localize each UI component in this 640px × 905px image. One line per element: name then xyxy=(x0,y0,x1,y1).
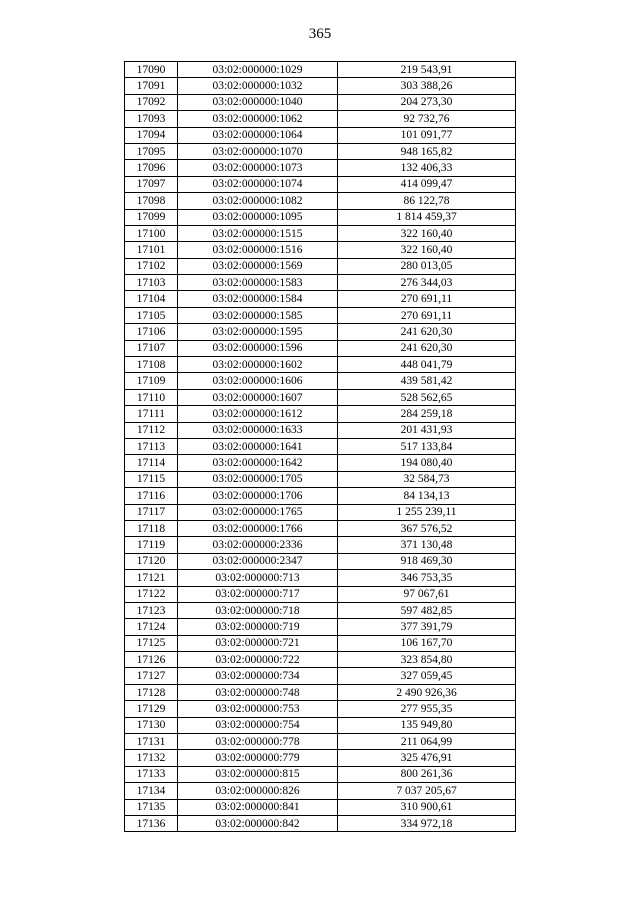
cadastral-value-cell: 219 543,91 xyxy=(338,62,516,78)
row-number-cell: 17108 xyxy=(125,357,178,373)
cadastral-number-cell: 03:02:000000:1595 xyxy=(178,324,338,340)
table-row xyxy=(125,750,516,766)
cadastral-number-cell: 03:02:000000:1062 xyxy=(178,111,338,127)
cadastral-number-cell: 03:02:000000:1705 xyxy=(178,471,338,487)
row-number-cell: 17115 xyxy=(125,471,178,487)
cadastral-value-cell: 241 620,30 xyxy=(338,340,516,356)
cadastral-number-cell: 03:02:000000:1064 xyxy=(178,127,338,143)
table-row xyxy=(125,537,516,553)
table-row xyxy=(125,684,516,700)
row-number-cell: 17135 xyxy=(125,799,178,815)
table-row xyxy=(125,668,516,684)
cadastral-number-cell: 03:02:000000:721 xyxy=(178,635,338,651)
cadastral-number-cell: 03:02:000000:778 xyxy=(178,734,338,750)
row-number-cell: 17093 xyxy=(125,111,178,127)
table-row xyxy=(125,635,516,651)
row-number-cell: 17116 xyxy=(125,488,178,504)
row-number-cell: 17134 xyxy=(125,783,178,799)
table-row xyxy=(125,734,516,750)
cadastral-number-cell: 03:02:000000:734 xyxy=(178,668,338,684)
row-number-cell: 17113 xyxy=(125,438,178,454)
row-number-cell: 17110 xyxy=(125,389,178,405)
table-body xyxy=(125,62,516,832)
cadastral-value-cell: 7 037 205,67 xyxy=(338,783,516,799)
cadastral-number-cell: 03:02:000000:1040 xyxy=(178,94,338,110)
cadastral-value-cell: 323 854,80 xyxy=(338,652,516,668)
table-row xyxy=(125,111,516,127)
table-row xyxy=(125,242,516,258)
cadastral-number-cell: 03:02:000000:1766 xyxy=(178,520,338,536)
row-number-cell: 17094 xyxy=(125,127,178,143)
cadastral-number-cell: 03:02:000000:719 xyxy=(178,619,338,635)
cadastral-number-cell: 03:02:000000:1584 xyxy=(178,291,338,307)
cadastral-value-cell: 448 041,79 xyxy=(338,357,516,373)
cadastral-number-cell: 03:02:000000:748 xyxy=(178,684,338,700)
cadastral-number-cell: 03:02:000000:1074 xyxy=(178,176,338,192)
row-number-cell: 17098 xyxy=(125,193,178,209)
table-row xyxy=(125,62,516,78)
row-number-cell: 17103 xyxy=(125,275,178,291)
row-number-cell: 17120 xyxy=(125,553,178,569)
row-number-cell: 17132 xyxy=(125,750,178,766)
table-row xyxy=(125,717,516,733)
table-row xyxy=(125,258,516,274)
cadastral-number-cell: 03:02:000000:718 xyxy=(178,602,338,618)
table-row xyxy=(125,438,516,454)
table-row xyxy=(125,324,516,340)
table-row xyxy=(125,652,516,668)
cadastral-value-cell: 194 080,40 xyxy=(338,455,516,471)
cadastral-value-cell: 597 482,85 xyxy=(338,602,516,618)
table-row xyxy=(125,701,516,717)
cadastral-value-cell: 371 130,48 xyxy=(338,537,516,553)
cadastral-number-cell: 03:02:000000:1612 xyxy=(178,406,338,422)
table-row xyxy=(125,619,516,635)
cadastral-number-cell: 03:02:000000:1032 xyxy=(178,78,338,94)
cadastral-number-cell: 03:02:000000:1569 xyxy=(178,258,338,274)
cadastral-number-cell: 03:02:000000:1606 xyxy=(178,373,338,389)
table-row xyxy=(125,766,516,782)
cadastral-value-cell: 517 133,84 xyxy=(338,438,516,454)
cadastral-value-cell: 86 122,78 xyxy=(338,193,516,209)
cadastral-number-cell: 03:02:000000:1082 xyxy=(178,193,338,209)
row-number-cell: 17106 xyxy=(125,324,178,340)
row-number-cell: 17099 xyxy=(125,209,178,225)
cadastral-value-cell: 277 955,35 xyxy=(338,701,516,717)
table-row xyxy=(125,602,516,618)
cadastral-value-cell: 92 732,76 xyxy=(338,111,516,127)
cadastral-number-cell: 03:02:000000:826 xyxy=(178,783,338,799)
cadastral-number-cell: 03:02:000000:1633 xyxy=(178,422,338,438)
cadastral-value-cell: 310 900,61 xyxy=(338,799,516,815)
cadastral-number-cell: 03:02:000000:753 xyxy=(178,701,338,717)
cadastral-value-cell: 84 134,13 xyxy=(338,488,516,504)
cadastral-number-cell: 03:02:000000:1642 xyxy=(178,455,338,471)
cadastral-number-cell: 03:02:000000:1585 xyxy=(178,307,338,323)
cadastral-number-cell: 03:02:000000:1765 xyxy=(178,504,338,520)
cadastral-number-cell: 03:02:000000:1583 xyxy=(178,275,338,291)
table-row xyxy=(125,815,516,831)
cadastral-number-cell: 03:02:000000:754 xyxy=(178,717,338,733)
table-row xyxy=(125,193,516,209)
cadastral-value-cell: 439 581,42 xyxy=(338,373,516,389)
cadastral-value-cell: 367 576,52 xyxy=(338,520,516,536)
cadastral-value-cell: 204 273,30 xyxy=(338,94,516,110)
cadastral-number-cell: 03:02:000000:1602 xyxy=(178,357,338,373)
cadastral-value-cell: 346 753,35 xyxy=(338,570,516,586)
row-number-cell: 17111 xyxy=(125,406,178,422)
table-row xyxy=(125,373,516,389)
cadastral-value-cell: 303 388,26 xyxy=(338,78,516,94)
row-number-cell: 17102 xyxy=(125,258,178,274)
table-row xyxy=(125,357,516,373)
row-number-cell: 17101 xyxy=(125,242,178,258)
row-number-cell: 17092 xyxy=(125,94,178,110)
row-number-cell: 17096 xyxy=(125,160,178,176)
row-number-cell: 17091 xyxy=(125,78,178,94)
row-number-cell: 17114 xyxy=(125,455,178,471)
cadastral-value-cell: 132 406,33 xyxy=(338,160,516,176)
table-row xyxy=(125,127,516,143)
row-number-cell: 17129 xyxy=(125,701,178,717)
cadastral-number-cell: 03:02:000000:1641 xyxy=(178,438,338,454)
cadastral-value-cell: 325 476,91 xyxy=(338,750,516,766)
cadastral-number-cell: 03:02:000000:1070 xyxy=(178,143,338,159)
cadastral-value-cell: 322 160,40 xyxy=(338,225,516,241)
cadastral-value-cell: 918 469,30 xyxy=(338,553,516,569)
table-row xyxy=(125,520,516,536)
cadastral-value-cell: 270 691,11 xyxy=(338,291,516,307)
row-number-cell: 17112 xyxy=(125,422,178,438)
cadastral-value-table xyxy=(124,61,516,832)
cadastral-value-cell: 327 059,45 xyxy=(338,668,516,684)
row-number-cell: 17123 xyxy=(125,602,178,618)
cadastral-number-cell: 03:02:000000:1095 xyxy=(178,209,338,225)
row-number-cell: 17121 xyxy=(125,570,178,586)
table-row xyxy=(125,455,516,471)
row-number-cell: 17128 xyxy=(125,684,178,700)
row-number-cell: 17090 xyxy=(125,62,178,78)
table-row xyxy=(125,504,516,520)
cadastral-value-cell: 414 099,47 xyxy=(338,176,516,192)
cadastral-value-cell: 2 490 926,36 xyxy=(338,684,516,700)
table-row xyxy=(125,799,516,815)
cadastral-number-cell: 03:02:000000:842 xyxy=(178,815,338,831)
cadastral-value-cell: 284 259,18 xyxy=(338,406,516,422)
page-number: 365 xyxy=(308,26,332,42)
cadastral-number-cell: 03:02:000000:722 xyxy=(178,652,338,668)
table-row xyxy=(125,291,516,307)
cadastral-value-cell: 32 584,73 xyxy=(338,471,516,487)
table-row xyxy=(125,307,516,323)
table-row xyxy=(125,176,516,192)
table-row xyxy=(125,406,516,422)
table-row xyxy=(125,94,516,110)
cadastral-number-cell: 03:02:000000:2347 xyxy=(178,553,338,569)
table-row xyxy=(125,471,516,487)
row-number-cell: 17131 xyxy=(125,734,178,750)
table-row xyxy=(125,488,516,504)
cadastral-number-cell: 03:02:000000:779 xyxy=(178,750,338,766)
cadastral-value-cell: 97 067,61 xyxy=(338,586,516,602)
table-row xyxy=(125,340,516,356)
table-row xyxy=(125,586,516,602)
table-row xyxy=(125,389,516,405)
row-number-cell: 17124 xyxy=(125,619,178,635)
cadastral-value-cell: 101 091,77 xyxy=(338,127,516,143)
table-row xyxy=(125,160,516,176)
table-row xyxy=(125,570,516,586)
row-number-cell: 17126 xyxy=(125,652,178,668)
cadastral-value-cell: 241 620,30 xyxy=(338,324,516,340)
cadastral-number-cell: 03:02:000000:1607 xyxy=(178,389,338,405)
cadastral-number-cell: 03:02:000000:1515 xyxy=(178,225,338,241)
table-row xyxy=(125,225,516,241)
cadastral-value-cell: 201 431,93 xyxy=(338,422,516,438)
table-row xyxy=(125,553,516,569)
row-number-cell: 17109 xyxy=(125,373,178,389)
cadastral-value-cell: 280 013,05 xyxy=(338,258,516,274)
table-row xyxy=(125,78,516,94)
cadastral-value-cell: 528 562,65 xyxy=(338,389,516,405)
table-row xyxy=(125,422,516,438)
row-number-cell: 17136 xyxy=(125,815,178,831)
row-number-cell: 17100 xyxy=(125,225,178,241)
table-row xyxy=(125,209,516,225)
cadastral-value-cell: 377 391,79 xyxy=(338,619,516,635)
row-number-cell: 17117 xyxy=(125,504,178,520)
cadastral-number-cell: 03:02:000000:841 xyxy=(178,799,338,815)
cadastral-value-cell: 1 255 239,11 xyxy=(338,504,516,520)
table-row xyxy=(125,275,516,291)
cadastral-value-cell: 270 691,11 xyxy=(338,307,516,323)
cadastral-value-cell: 322 160,40 xyxy=(338,242,516,258)
row-number-cell: 17097 xyxy=(125,176,178,192)
row-number-cell: 17130 xyxy=(125,717,178,733)
cadastral-number-cell: 03:02:000000:815 xyxy=(178,766,338,782)
cadastral-number-cell: 03:02:000000:1706 xyxy=(178,488,338,504)
cadastral-value-cell: 1 814 459,37 xyxy=(338,209,516,225)
row-number-cell: 17105 xyxy=(125,307,178,323)
row-number-cell: 17104 xyxy=(125,291,178,307)
cadastral-number-cell: 03:02:000000:717 xyxy=(178,586,338,602)
cadastral-value-cell: 276 344,03 xyxy=(338,275,516,291)
cadastral-value-cell: 211 064,99 xyxy=(338,734,516,750)
row-number-cell: 17107 xyxy=(125,340,178,356)
cadastral-number-cell: 03:02:000000:1596 xyxy=(178,340,338,356)
cadastral-number-cell: 03:02:000000:1516 xyxy=(178,242,338,258)
cadastral-value-cell: 948 165,82 xyxy=(338,143,516,159)
row-number-cell: 17125 xyxy=(125,635,178,651)
row-number-cell: 17122 xyxy=(125,586,178,602)
cadastral-number-cell: 03:02:000000:2336 xyxy=(178,537,338,553)
row-number-cell: 17118 xyxy=(125,520,178,536)
row-number-cell: 17095 xyxy=(125,143,178,159)
row-number-cell: 17119 xyxy=(125,537,178,553)
table-row xyxy=(125,143,516,159)
cadastral-value-cell: 800 261,36 xyxy=(338,766,516,782)
cadastral-value-cell: 334 972,18 xyxy=(338,815,516,831)
row-number-cell: 17127 xyxy=(125,668,178,684)
cadastral-value-cell: 106 167,70 xyxy=(338,635,516,651)
cadastral-number-cell: 03:02:000000:1073 xyxy=(178,160,338,176)
cadastral-value-cell: 135 949,80 xyxy=(338,717,516,733)
cadastral-number-cell: 03:02:000000:1029 xyxy=(178,62,338,78)
table-row xyxy=(125,783,516,799)
cadastral-number-cell: 03:02:000000:713 xyxy=(178,570,338,586)
row-number-cell: 17133 xyxy=(125,766,178,782)
